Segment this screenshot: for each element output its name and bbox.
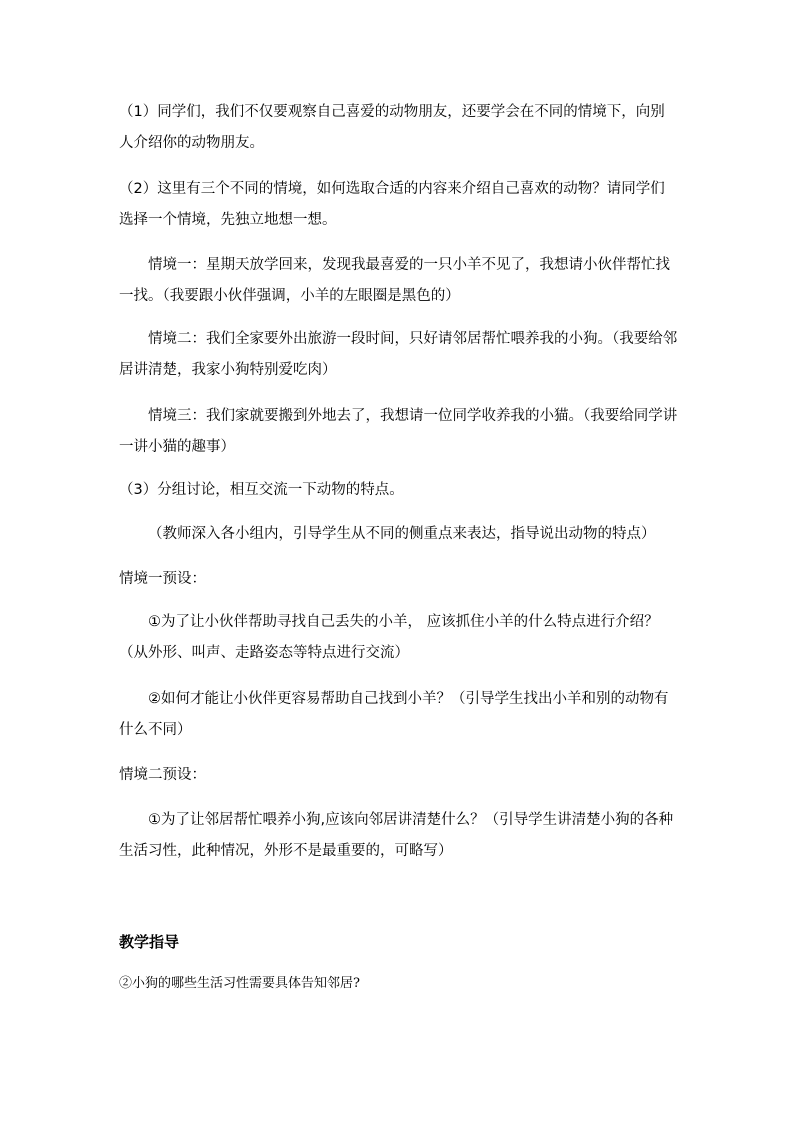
paragraph-preset-2-item-1: ①为了让邻居帮忙喂养小狗,应该向邻居讲清楚什么？（引导学生讲清楚小狗的各种生活习性，此种情况，外形不是最重要的，可略写） (119, 812, 674, 859)
guidance-item: ②小狗的哪些生活习性需要具体告知邻居? (119, 976, 360, 991)
paragraph-teacher-note: （教师深入各小组内，引导学生从不同的侧重点来表达，指导说出动物的特点） (148, 526, 656, 542)
paragraph-preset-1-item-1: ①为了让小伙伴帮助寻找自己丢失的小羊， 应该抓住小羊的什么特点进行介绍？（从外形、叫声、走路姿态等特点进行交流） (119, 614, 659, 661)
paragraph-scenario-3: 情境三：我们家就要搬到外地去了，我想请一位同学收养我的小猫。（我要给同学讲一讲小猫的趣事） (119, 408, 678, 455)
paragraph-scenario-1: 情境一：星期天放学回来，发现我最喜爱的一只小羊不见了，我想请小伙伴帮忙找一找。（我要跟小伙伴强调，小羊的左眼圈是黑色的） (119, 257, 670, 304)
paragraph-step-1: （1）同学们，我们不仅要观察自己喜爱的动物朋友，还要学会在不同的情境下，向别人介绍你的动物朋友。 (119, 104, 665, 151)
paragraph-scenario-1-preset: 情境一预设： (119, 571, 206, 587)
paragraph-scenario-2: 情境二：我们全家要外出旅游一段时间，只好请邻居帮忙喂养我的小狗。（我要给邻居讲清楚，我家小狗特别爱吃肉） (119, 331, 678, 378)
document-page (119, 0, 679, 1123)
paragraph-step-3: （3）分组讨论，相互交流一下动物的特点。 (119, 482, 404, 498)
section-heading-teaching-guidance: 教学指导 (119, 933, 180, 951)
paragraph-scenario-2-preset: 情境二预设： (119, 767, 206, 783)
paragraph-preset-1-item-2: ②如何才能让小伙伴更容易帮助自己找到小羊？（引导学生找出小羊和别的动物有什么不同） (119, 691, 669, 738)
paragraph-step-2: （2）这里有三个不同的情境，如何选取合适的内容来介绍自己喜欢的动物？请同学们选择一个情境，先独立地想一想。 (119, 181, 665, 228)
